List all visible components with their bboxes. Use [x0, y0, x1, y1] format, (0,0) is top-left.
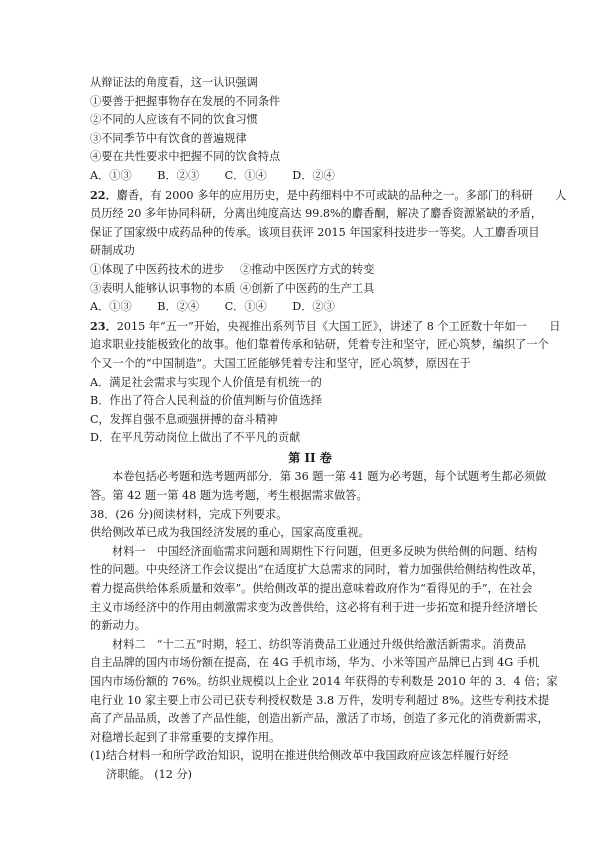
q22-option-c: C．①④: [224, 300, 267, 314]
q22-option-b: B．②④: [157, 300, 200, 314]
q21-stem: 从辩证法的角度看，这一认识强调: [90, 76, 258, 89]
q21-option-d: D．②④: [292, 168, 335, 182]
q21-item-1: ①要善于把握事物存在发展的不同条件: [90, 94, 281, 108]
q22-item-4: ④创新了中医药的生产工具: [240, 281, 375, 295]
q22-item-1: ①体现了中医药技术的进步: [90, 262, 225, 276]
q38-material2-line-4: 电行业 10 家主要上市公司已获专利授权数是 3.8 万件，发明专利超过 8%。这些专利技术提: [90, 693, 550, 707]
q38-material1-line-5: 的新动力。: [90, 619, 146, 633]
q21-item-4: ④要在共性要求中把握不同的饮食特点: [90, 150, 281, 164]
q22-stem-line-4: 研制成功: [90, 244, 135, 258]
q22-item-2: ②推动中医医疗方式的转变: [240, 262, 375, 276]
q38-sub1-line-2: 济职能。 (12 分): [106, 767, 193, 781]
q38-material2-line-1: 材料二 “十二五”时期，轻工、纺织等消费品工业通过升级供给激活新需求。消费品: [112, 637, 527, 651]
q38-material1-line-2: 性的问题。中央经济工作会议提出“在适度扩大总需求的同时，着力加强供给侧结构性改革，: [90, 563, 544, 577]
part2-title: 第 II 卷: [288, 450, 332, 465]
q23-stem-line-1: 23．2015 年“五一”开始，央视推出系列节目《大国工匠》，讲述了 8 个工匠数十年如一 日: [90, 318, 561, 333]
q22-stem-line-1: 22．麝香，有 2000 多年的应用历史，是中药细料中不可或缺的品种之一。多部门的科研 人: [90, 187, 567, 202]
exam-page: [90, 74, 567, 785]
q38-material1-line-1: 材料一 中国经济面临需求问题和周期性下行问题，但更多反映为供给侧的问题、结构: [112, 544, 538, 558]
q38-material2-line-2: 自主品牌的国内市场份额在提高，在 4G 手机市场，华为、小米等国产品牌已占到 4G 手机: [90, 656, 540, 670]
q22-stem-line-3: 保证了国家级中成药品种的传承。该项目获评 2015 年国家科技进步一等奖。人工麝香项目: [90, 225, 540, 239]
q22-items-row-1: [90, 261, 530, 280]
q22-stem-line-2: 员历经 20 多年协同科研，分离出纯度高达 99.8%的麝香酮，解决了麝香资源紧缺的矛盾，: [90, 207, 543, 221]
q38-lead: 供给侧改革已成为我国经济发展的重心，国家高度重视。: [90, 526, 370, 540]
q38-material1-line-4: 主义市场经济中的作用由刺激需求变为改善供给，这必将有利于进一步拓宽和提升经济增长: [90, 600, 538, 614]
q21-option-a: A．①③: [90, 168, 132, 182]
q21-item-2: ②不同的人应该有不同的饮食习惯: [90, 113, 258, 127]
q23-stem-line-2: 追求职业技能极致化的故事。他们靠着传承和钻研，凭着专注和坚守，匠心筑梦，编织了一个: [90, 338, 549, 352]
q23-option-c: C，发挥自强不息顽强拼搏的奋斗精神: [90, 412, 278, 426]
q23-option-a: A．满足社会需求与实现个人价值是有机统一的: [90, 375, 322, 389]
q21-option-c: C．①④: [224, 168, 267, 182]
q23-option-b: B．作出了符合人民利益的价值判断与价值选择: [90, 394, 322, 408]
q21-options: [90, 167, 530, 186]
q22-option-a: A．①③: [90, 300, 132, 314]
part2-intro-line-2: 答。第 42 题一第 48 题为选考题，考生根据需求做答。: [90, 489, 368, 503]
part2-intro-line-1: 本卷包括必考题和选考题两部分．第 36 题一第 41 题为必考题，每个试题考生都必须做: [112, 470, 547, 484]
q38-sub1-line-1: (1)结合材料一和所学政治知识，说明在推进供给侧改革中我国政府应该怎样履行好经: [90, 749, 509, 763]
q23-number: 23．: [90, 318, 117, 333]
q38-material2-line-3: 国内市场份额的 76%。纺织业规模以上企业 2014 年获得的专利数是 2010 年的 3．4 倍；家: [90, 675, 558, 688]
q38-header: 38．(26 分)阅读材料，完成下列要求。: [90, 507, 288, 521]
q22-number: 22．: [90, 187, 117, 202]
q23-option-d: D．在平凡劳动岗位上做出了不平凡的贡献: [90, 431, 301, 445]
q21-option-b: B．②③: [157, 168, 200, 182]
q38-material2-line-6: 对稳增长起到了非常重要的支撑作用。: [90, 730, 281, 744]
q38-material2-line-5: 高了产品品质，改善了产品性能，创造出新产品，激活了市场，创造了多元化的消费新需求，: [90, 712, 549, 726]
q22-items-row-2: [90, 280, 530, 299]
q22-option-d: D．②③: [292, 300, 335, 314]
q22-item-3: ③表明人能够认识事物的本质: [90, 281, 236, 295]
q22-options: [90, 298, 530, 317]
q38-material1-line-3: 着力提高供给体系质量和效率”。供给侧改革的提出意味着政府作为“看得见的手”，在社会: [90, 582, 533, 596]
q21-item-3: ③不同季节中有饮食的普遍规律: [90, 131, 247, 145]
q23-stem-line-3: 个又一个的“中国制造”。大国工匠能够凭着专注和坚守，匠心筑梦，原因在于: [90, 356, 471, 370]
